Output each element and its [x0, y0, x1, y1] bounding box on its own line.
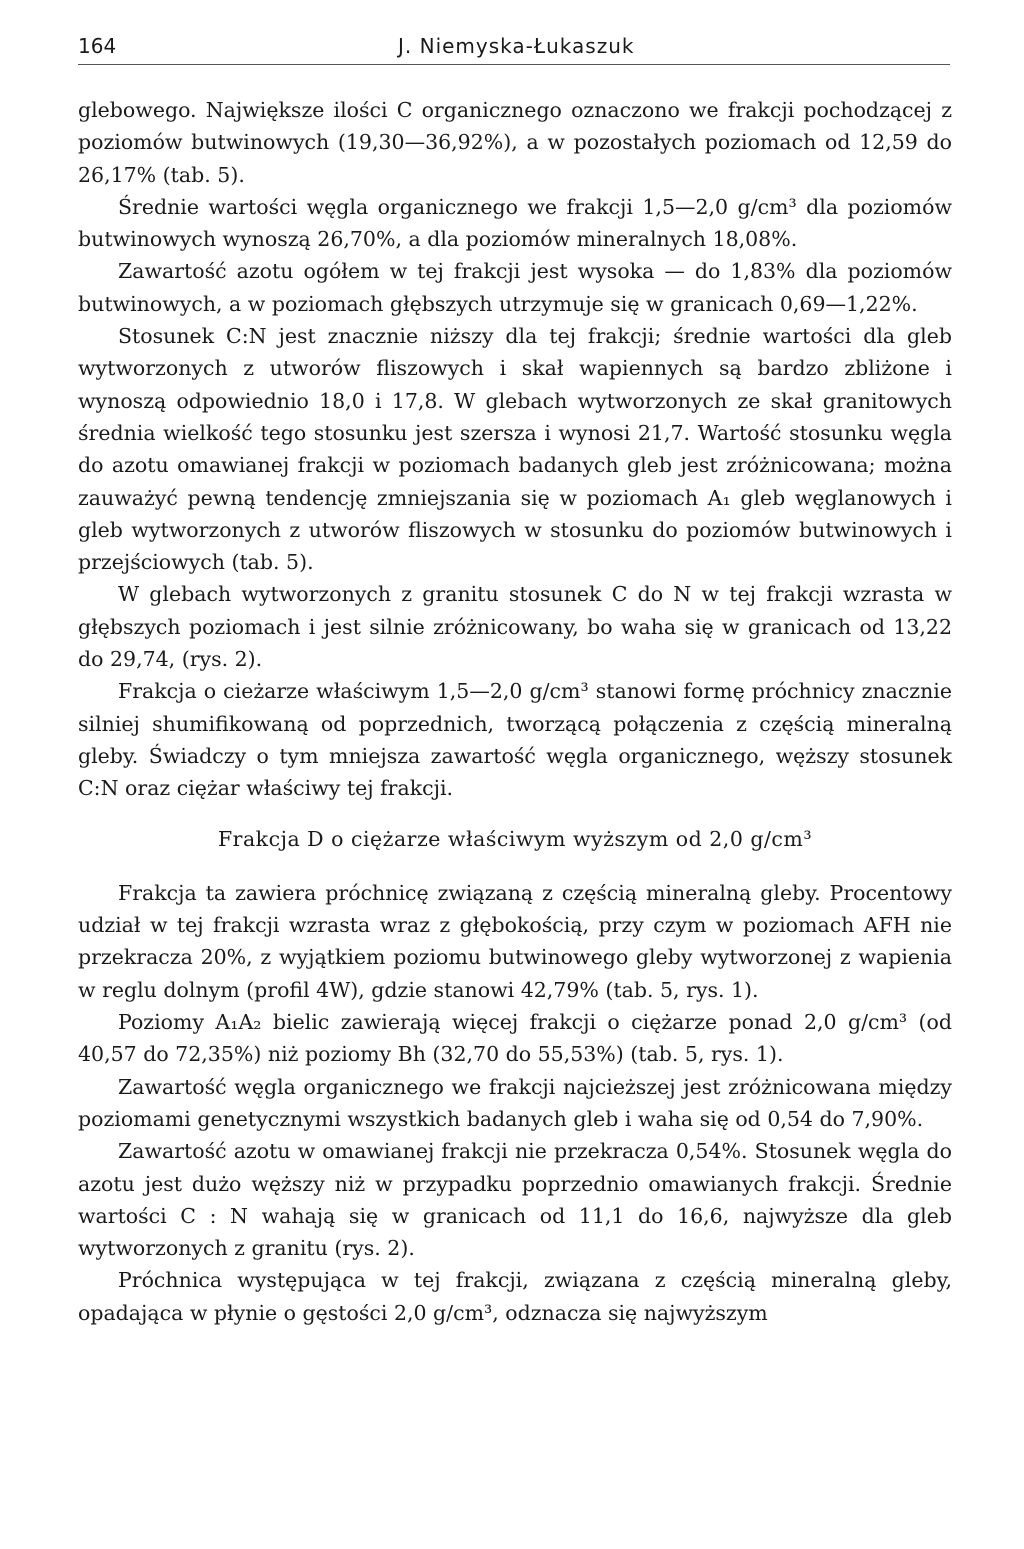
paragraph: Frakcja ta zawiera próchnicę związaną z częścią mineralną gleby. Procentowy udział w tej frakcji wzrasta wraz z głębokością, przy czym w poziomach AFH nie przekracza 20%, z wyjątkiem poziomu butwinowego gleby wytworzonej z wapienia w reglu dolnym (profil 4W), gdzie stanowi 42,79% (tab. 5, rys. 1). [78, 880, 952, 1002]
paragraph: Zawartość węgla organicznego we frakcji najcieższej jest zróżnicowana między poziomami genetycznymi wszystkich badanych gleb i waha się od 0,54 do 7,90%. [78, 1074, 952, 1131]
page-number: 164 [78, 34, 117, 58]
paragraph: Frakcja o cieżarze właściwym 1,5—2,0 g/cm³ stanowi formę próchnicy znacznie silniej shumifikowaną od poprzednich, tworzącą połączenia z częścią mineralną gleby. Świadczy o tym mniejsza zawartość węgla organicznego, węższy stosunek C:N oraz ciężar właściwy tej frakcji. [78, 679, 952, 801]
paragraph: glebowego. Największe ilości C organicznego oznaczono we frakcji pochodzącej z poziomów butwinowych (19,30—36,92%), a w pozostałych poziomach od 12,59 do 26,17% (tab. 5). [78, 98, 952, 187]
paragraph: Poziomy A₁A₂ bielic zawierają więcej frakcji o ciężarze ponad 2,0 g/cm³ (od 40,57 do 72,35%) niż poziomy Bh (32,70 do 55,53%) (tab. 5, rys. 1). [78, 1010, 952, 1067]
header-rule [78, 64, 950, 65]
paragraph: Próchnica występująca w tej frakcji, związana z częścią mineralną gleby, opadająca w płynie o gęstości 2,0 g/cm³, odznacza się najwyższym [78, 1268, 952, 1325]
paragraph: Zawartość azotu w omawianej frakcji nie przekracza 0,54%. Stosunek węgla do azotu jest dużo węższy niż w przypadku poprzednio omawianych frakcji. Średnie wartości C : N wahają się w granicach od 11,1 do 16,6, najwyższe dla gleb wytworzonych z granitu (rys. 2). [78, 1139, 952, 1261]
paragraph: W glebach wytworzonych z granitu stosunek C do N w tej frakcji wzrasta w głębszych poziomach i jest silnie zróżnicowany, bo waha się w granicach od 13,22 do 29,74, (rys. 2). [78, 582, 952, 672]
paragraph: Średnie wartości węgla organicznego we frakcji 1,5—2,0 g/cm³ dla poziomów butwinowych wynoszą 26,70%, a dla poziomów mineralnych 18,08%. [78, 194, 952, 252]
running-title: J. Niemyska-Łukaszuk [398, 34, 635, 58]
section-heading: Frakcja D o ciężarze właściwym wyższym od 2,0 g/cm³ [217, 826, 813, 851]
body-text [78, 94, 952, 1329]
paragraph: Stosunek C:N jest znacznie niższy dla tej frakcji; średnie wartości dla gleb wytworzonych z utworów fliszowych i skał wapiennych są bardzo zbliżone i wynoszą odpowiednio 18,0 i 17,8. W glebach wytworzonych ze skał granitowych średnia wielkość tego stosunku jest szersza i wynosi 21,7. Wartość stosunku węgla do azotu omawianej frakcji w poziomach badanych gleb jest zróżnicowana; można zauważyć pewną tendencję zmniejszania się w poziomach A₁ gleb węglanowych i gleb wytworzonych z utworów fliszowych w stosunku do poziomów butwinowych i przejściowych (tab. 5). [78, 324, 952, 575]
paragraph: Zawartość azotu ogółem w tej frakcji jest wysoka — do 1,83% dla poziomów butwinowych, a w poziomach głębszych utrzymuje się w granicach 0,69—1,22%. [78, 259, 952, 316]
running-head [78, 34, 958, 60]
